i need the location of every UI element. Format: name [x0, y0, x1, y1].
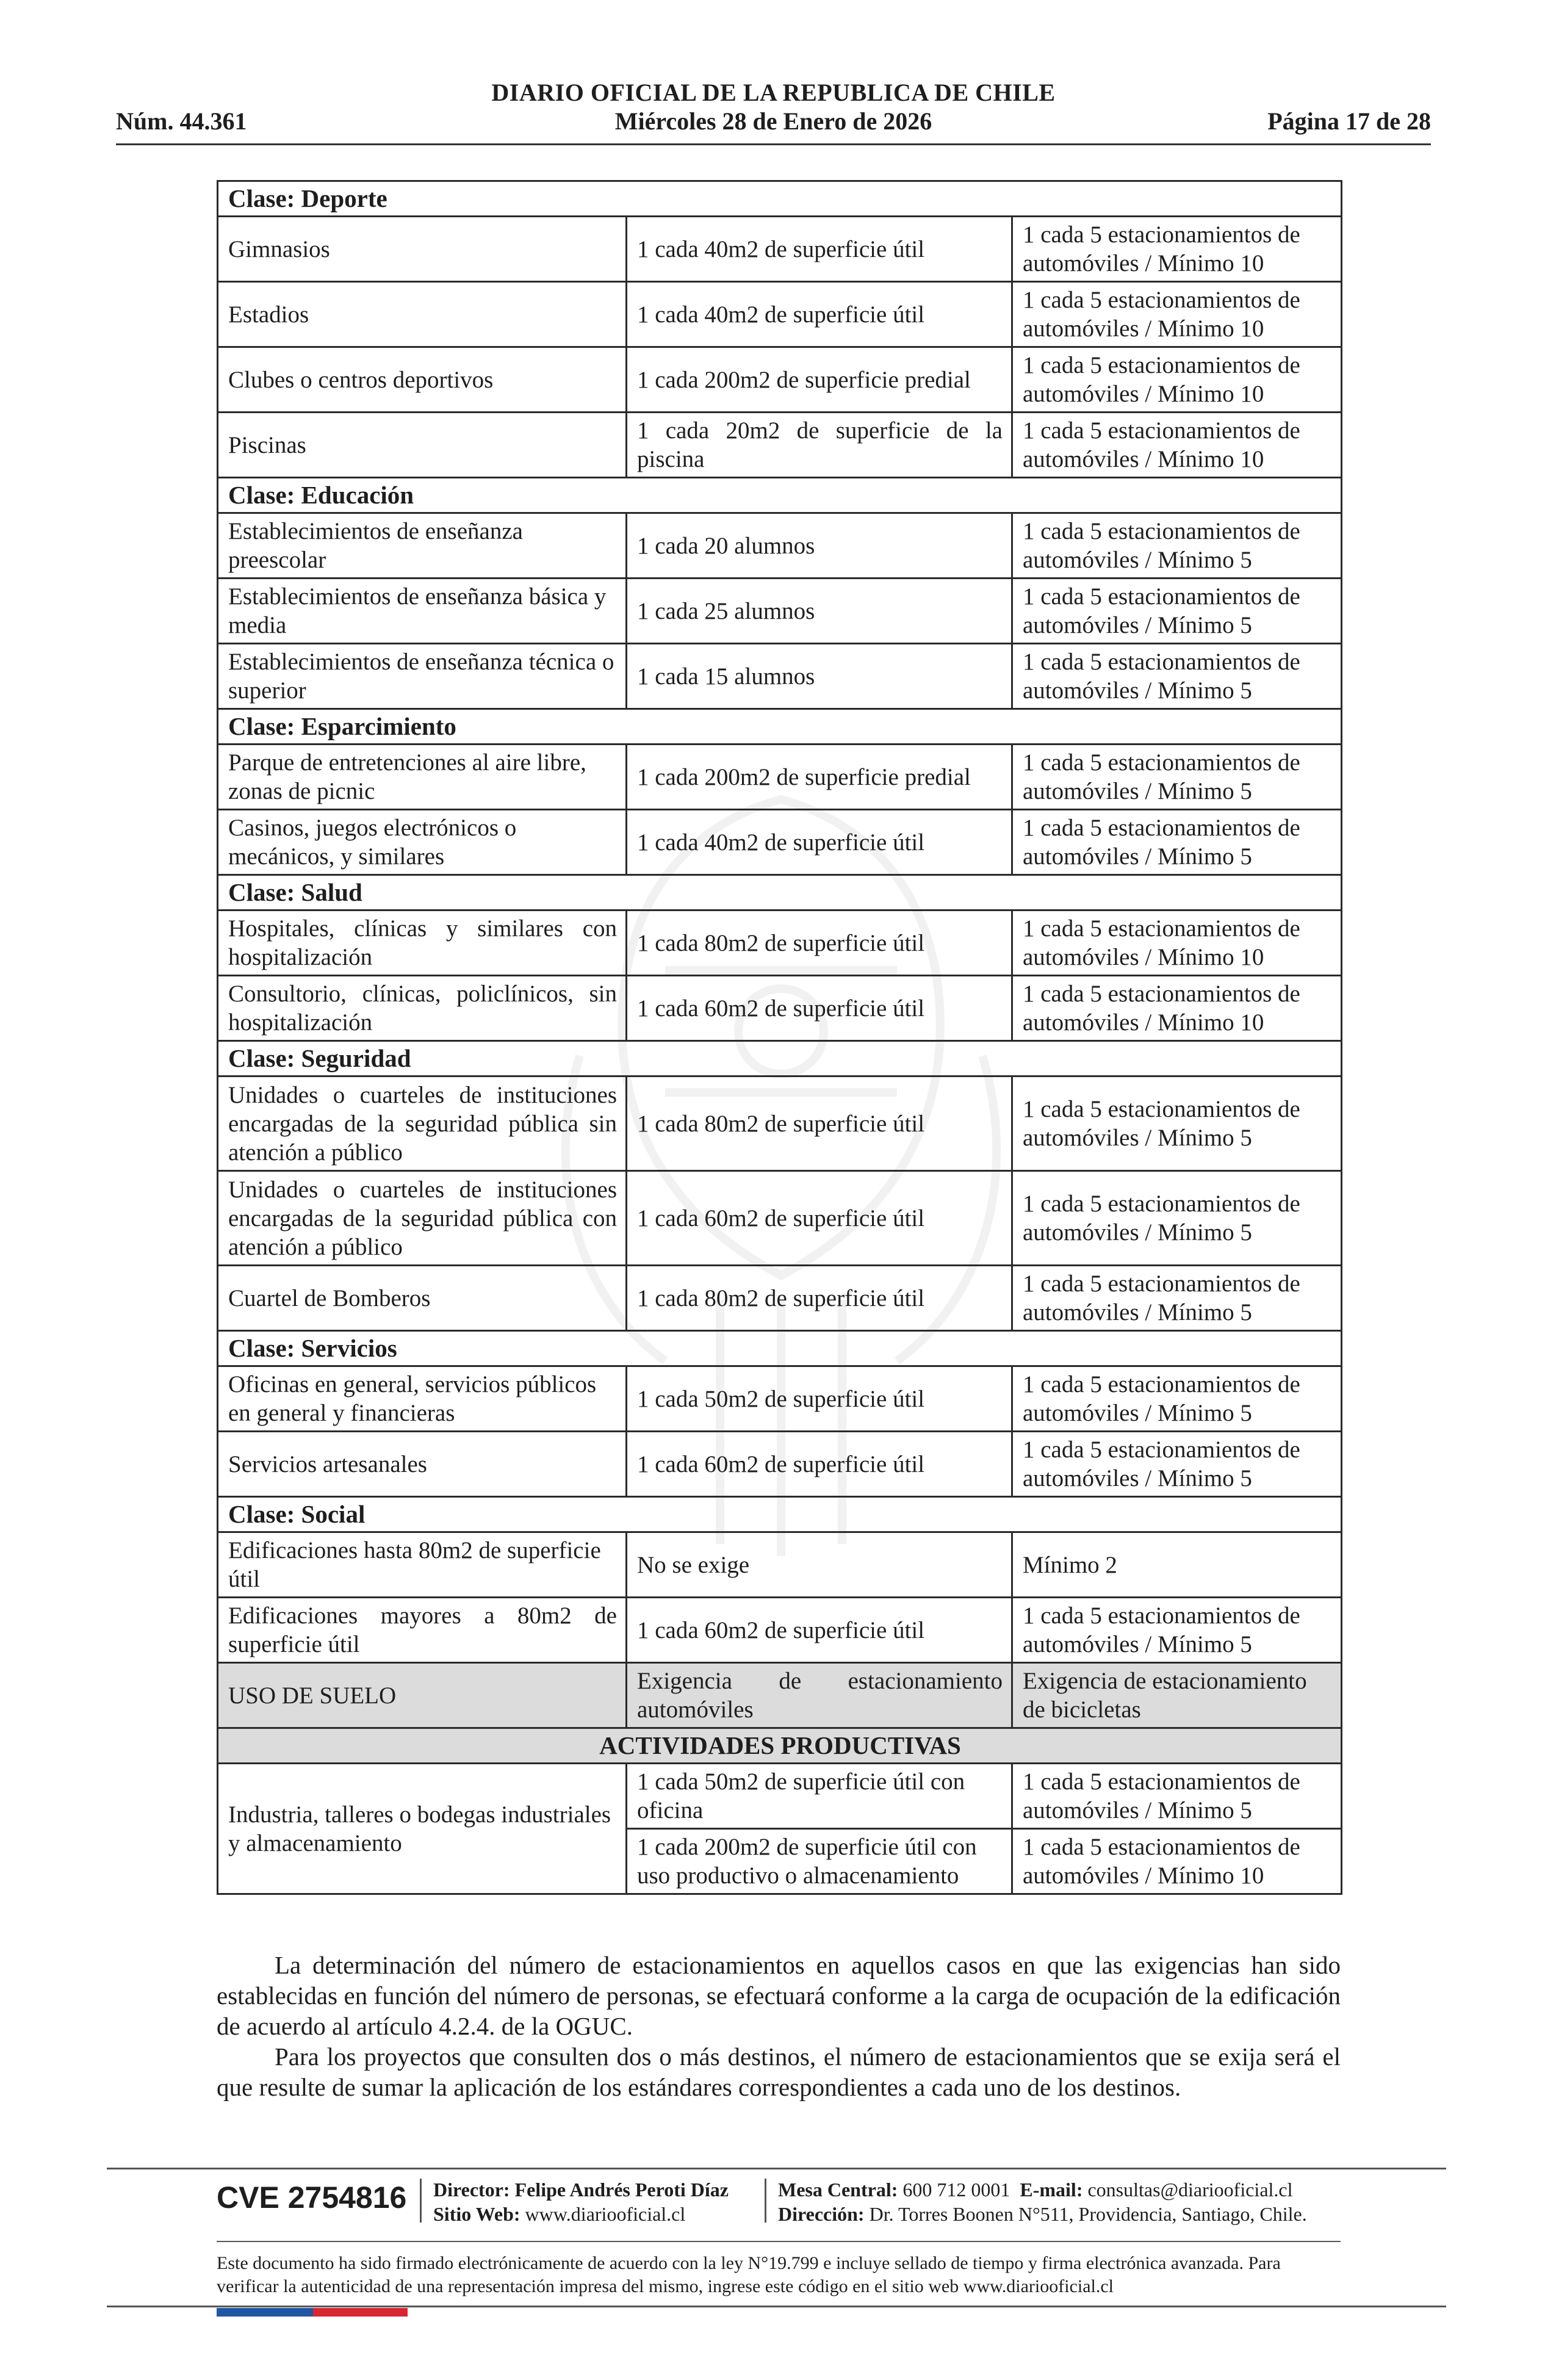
use-cell: Edificaciones hasta 80m2 de superficie útil — [218, 1532, 627, 1598]
table-row — [218, 1366, 1342, 1432]
footer-inner-divider — [217, 2241, 1341, 2242]
car-requirement-cell: 1 cada 15 alumnos — [627, 644, 1012, 709]
use-cell: Estadios — [218, 282, 627, 347]
class-header-row — [218, 1041, 1342, 1076]
cve-code: CVE 2754816 — [217, 2180, 407, 2215]
website-link[interactable]: www.diariooficial.cl — [525, 2203, 686, 2225]
column-header-bike: Exigencia de estacionamiento de bicicletas — [1012, 1663, 1342, 1728]
bike-requirement-cell: 1 cada 5 estacionamientos de automóviles / Mínimo 5 — [1012, 513, 1342, 579]
bike-requirement-cell: 1 cada 5 estacionamientos de automóviles / Mínimo 5 — [1012, 1764, 1342, 1829]
class-title: Clase: Social — [218, 1497, 1342, 1532]
table-row — [218, 1598, 1342, 1663]
bike-requirement-cell: 1 cada 5 estacionamientos de automóviles / Mínimo 10 — [1012, 911, 1342, 976]
use-cell: Oficinas en general, servicios públicos en general y financieras — [218, 1366, 627, 1432]
footer-contact-block — [778, 2177, 1307, 2226]
car-requirement-cell: 1 cada 200m2 de superficie predial — [627, 347, 1012, 413]
email-link[interactable]: consultas@diariooficial.cl — [1087, 2179, 1293, 2201]
class-title: Clase: Salud — [218, 875, 1342, 911]
class-title: Clase: Educación — [218, 478, 1342, 513]
paragraph: La determinación del número de estacionamientos en aquellos casos en que las exigencias han sido establecidas en función del número de personas, se efectuará conforme a la carga de ocupación de la edificación de acuerdo al artículo 4.2.4. de la OGUC. — [217, 1951, 1341, 2040]
paragraph: Para los proyectos que consulten dos o más destinos, el número de estacionamientos que se exija será el que resulte de sumar la aplicación de los estándares correspondientes a cada uno de los destinos. — [217, 2043, 1341, 2101]
bike-requirement-cell: 1 cada 5 estacionamientos de automóviles / Mínimo 10 — [1012, 413, 1342, 478]
legal-notice: Este documento ha sido firmado electrónicamente de acuerdo con la ley N°19.799 e incluye sellado de tiempo y firma electrónica avanzada. Para verificar la autenticidad de una representación impresa del mismo, ingrese este código en el sitio web www.diariooficial.cl — [217, 2253, 1281, 2296]
table-row — [218, 347, 1342, 413]
car-requirement-cell: 1 cada 80m2 de superficie útil — [627, 911, 1012, 976]
table-row — [218, 1171, 1342, 1266]
use-cell: Industria, talleres o bodegas industriales y almacenamiento — [218, 1764, 627, 1894]
bike-requirement-cell: 1 cada 5 estacionamientos de automóviles / Mínimo 5 — [1012, 1366, 1342, 1432]
column-header-use: USO DE SUELO — [218, 1663, 627, 1728]
footer-divider — [107, 2168, 1446, 2169]
table-row — [218, 1764, 1342, 1829]
footer-separator — [765, 2179, 766, 2223]
table-row — [218, 1432, 1342, 1497]
bike-requirement-cell: 1 cada 5 estacionamientos de automóviles / Mínimo 5 — [1012, 1266, 1342, 1331]
use-cell: Unidades o cuarteles de instituciones encargadas de la seguridad pública sin atención a público — [218, 1076, 627, 1171]
car-requirement-cell: 1 cada 50m2 de superficie útil con oficina — [627, 1764, 1012, 1829]
table-row — [218, 282, 1342, 347]
use-cell: Edificaciones mayores a 80m2 de superficie útil — [218, 1598, 627, 1663]
use-cell: Piscinas — [218, 413, 627, 478]
bike-requirement-cell: 1 cada 5 estacionamientos de automóviles / Mínimo 5 — [1012, 1432, 1342, 1497]
class-header-row — [218, 875, 1342, 911]
table-row — [218, 644, 1342, 709]
class-header-row — [218, 181, 1342, 217]
bike-requirement-cell: 1 cada 5 estacionamientos de automóviles / Mínimo 5 — [1012, 1076, 1342, 1171]
use-cell: Parque de entretenciones al aire libre, zonas de picnic — [218, 745, 627, 810]
footer-director-block — [433, 2177, 729, 2226]
bike-requirement-cell: 1 cada 5 estacionamientos de automóviles / Mínimo 5 — [1012, 745, 1342, 810]
use-cell: Consultorio, clínicas, policlínicos, sin hospitalización — [218, 976, 627, 1041]
table-row — [218, 1266, 1342, 1331]
table-row — [218, 810, 1342, 875]
mesa-label: Mesa Central: — [778, 2179, 898, 2201]
use-cell: Unidades o cuarteles de instituciones encargadas de la seguridad pública con atención a público — [218, 1171, 627, 1266]
issue-number: Núm. 44.361 — [116, 107, 247, 135]
car-requirement-cell: 1 cada 20 alumnos — [627, 513, 1012, 579]
page-header — [116, 73, 1431, 145]
page-number: Página 17 de 28 — [1267, 107, 1431, 135]
bike-requirement-cell: 1 cada 5 estacionamientos de automóviles / Mínimo 5 — [1012, 1598, 1342, 1663]
use-cell: Casinos, juegos electrónicos o mecánicos, y similares — [218, 810, 627, 875]
column-header-car: Exigencia de estacionamiento automóviles — [627, 1663, 1012, 1728]
bike-requirement-cell: 1 cada 5 estacionamientos de automóviles / Mínimo 5 — [1012, 644, 1342, 709]
class-title: Clase: Servicios — [218, 1331, 1342, 1366]
car-requirement-cell: 1 cada 25 alumnos — [627, 579, 1012, 644]
bike-requirement-cell: 1 cada 5 estacionamientos de automóviles / Mínimo 5 — [1012, 810, 1342, 875]
bike-requirement-cell: 1 cada 5 estacionamientos de automóviles / Mínimo 10 — [1012, 976, 1342, 1041]
use-cell: Clubes o centros deportivos — [218, 347, 627, 413]
table-row — [218, 1076, 1342, 1171]
column-header-row — [218, 1663, 1342, 1728]
phone-number: 600 712 0001 — [902, 2179, 1010, 2201]
bike-requirement-cell: Mínimo 2 — [1012, 1532, 1342, 1598]
bike-requirement-cell: 1 cada 5 estacionamientos de automóviles / Mínimo 10 — [1012, 217, 1342, 282]
table-row — [218, 579, 1342, 644]
class-header-row — [218, 709, 1342, 745]
bike-requirement-cell: 1 cada 5 estacionamientos de automóviles / Mínimo 10 — [1012, 347, 1342, 413]
footer-bottom-divider — [107, 2306, 1446, 2307]
class-header-row — [218, 478, 1342, 513]
email-label: E-mail: — [1020, 2179, 1083, 2201]
table-row — [218, 1532, 1342, 1598]
use-cell: Establecimientos de enseñanza preescolar — [218, 513, 627, 579]
car-requirement-cell: 1 cada 60m2 de superficie útil — [627, 1598, 1012, 1663]
use-cell: Establecimientos de enseñanza técnica o superior — [218, 644, 627, 709]
section-header-row — [218, 1728, 1342, 1764]
address-text: Dr. Torres Boonen N°511, Providencia, Santiago, Chile. — [869, 2203, 1307, 2225]
use-cell: Cuartel de Bomberos — [218, 1266, 627, 1331]
use-cell: Gimnasios — [218, 217, 627, 282]
car-requirement-cell: 1 cada 200m2 de superficie útil con uso productivo o almacenamiento — [627, 1829, 1012, 1894]
director-label: Director: — [433, 2179, 510, 2201]
body-text — [217, 1950, 1341, 2102]
car-requirement-cell: 1 cada 80m2 de superficie útil — [627, 1266, 1012, 1331]
bike-requirement-cell: 1 cada 5 estacionamientos de automóviles / Mínimo 10 — [1012, 1829, 1342, 1894]
car-requirement-cell: 1 cada 80m2 de superficie útil — [627, 1076, 1012, 1171]
class-header-row — [218, 1331, 1342, 1366]
car-requirement-cell: 1 cada 20m2 de superficie de la piscina — [627, 413, 1012, 478]
bike-requirement-cell: 1 cada 5 estacionamientos de automóviles / Mínimo 5 — [1012, 579, 1342, 644]
publication-title: DIARIO OFICIAL DE LA REPUBLICA DE CHILE — [491, 79, 1056, 106]
table-row — [218, 413, 1342, 478]
car-requirement-cell: 1 cada 60m2 de superficie útil — [627, 1171, 1012, 1266]
director-name: Felipe Andrés Peroti Díaz — [514, 2179, 729, 2201]
class-title: Clase: Esparcimiento — [218, 709, 1342, 745]
table-row — [218, 513, 1342, 579]
class-header-row — [218, 1497, 1342, 1532]
car-requirement-cell: 1 cada 40m2 de superficie útil — [627, 217, 1012, 282]
flag-red-stripe — [313, 2308, 408, 2317]
address-label: Dirección: — [778, 2203, 865, 2225]
use-cell: Servicios artesanales — [218, 1432, 627, 1497]
class-title: Clase: Deporte — [218, 181, 1342, 217]
flag-blue-stripe — [217, 2308, 313, 2317]
table-row — [218, 217, 1342, 282]
footer-separator — [420, 2179, 422, 2223]
car-requirement-cell: 1 cada 60m2 de superficie útil — [627, 1432, 1012, 1497]
table-row — [218, 911, 1342, 976]
table-row — [218, 976, 1342, 1041]
web-label: Sitio Web: — [433, 2203, 520, 2225]
use-cell: Establecimientos de enseñanza básica y media — [218, 579, 627, 644]
car-requirement-cell: 1 cada 200m2 de superficie predial — [627, 745, 1012, 810]
class-title: Clase: Seguridad — [218, 1041, 1342, 1076]
parking-requirements-table — [217, 180, 1342, 1895]
car-requirement-cell: 1 cada 60m2 de superficie útil — [627, 976, 1012, 1041]
table-row — [218, 745, 1342, 810]
section-title: ACTIVIDADES PRODUCTIVAS — [218, 1728, 1342, 1764]
car-requirement-cell: 1 cada 40m2 de superficie útil — [627, 810, 1012, 875]
car-requirement-cell: No se exige — [627, 1532, 1012, 1598]
car-requirement-cell: 1 cada 50m2 de superficie útil — [627, 1366, 1012, 1432]
bike-requirement-cell: 1 cada 5 estacionamientos de automóviles / Mínimo 5 — [1012, 1171, 1342, 1266]
bike-requirement-cell: 1 cada 5 estacionamientos de automóviles / Mínimo 10 — [1012, 282, 1342, 347]
use-cell: Hospitales, clínicas y similares con hospitalización — [218, 911, 627, 976]
issue-date: Miércoles 28 de Enero de 2026 — [614, 107, 932, 135]
car-requirement-cell: 1 cada 40m2 de superficie útil — [627, 282, 1012, 347]
